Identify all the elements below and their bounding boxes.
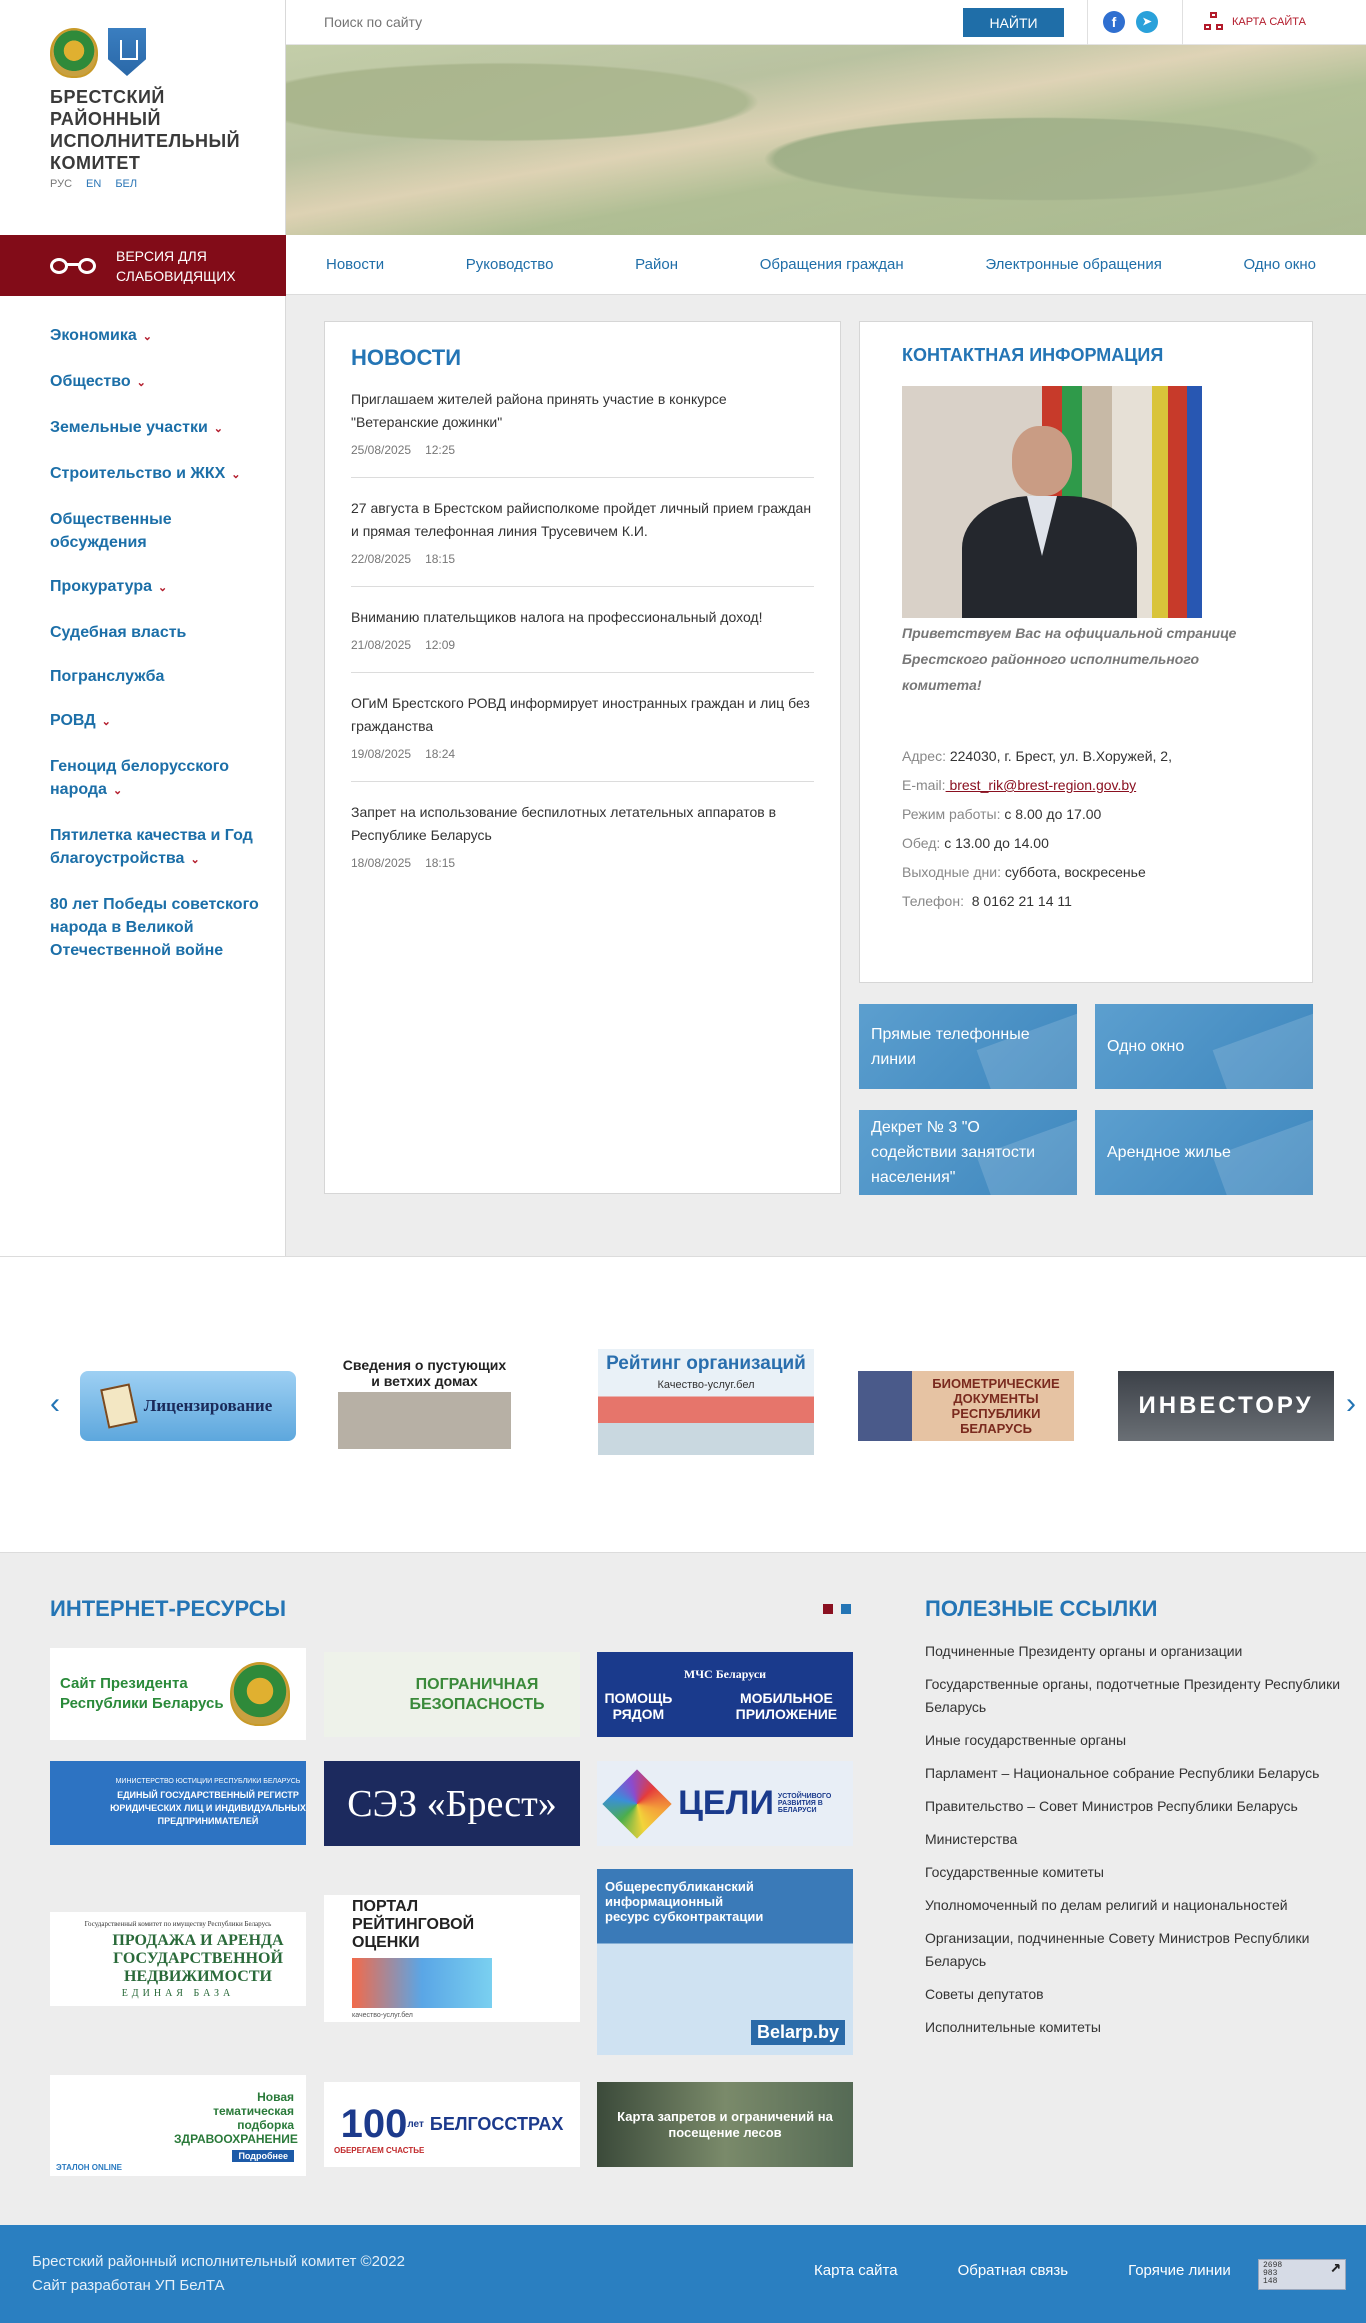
facebook-icon[interactable]: f	[1103, 11, 1125, 33]
carousel-investor[interactable]: ИНВЕСТОРУ	[1118, 1371, 1334, 1441]
footer-developer[interactable]: Сайт разработан УП БелТА	[32, 2277, 225, 2294]
news-item-date: 21/08/2025	[351, 638, 412, 652]
resource-egr-label: ЕДИНЫЙ ГОСУДАРСТВЕННЫЙ РЕГИСТР ЮРИДИЧЕСКИХ ЛИЦ И ИНДИВИДУАЛЬНЫХ ПРЕДПРИНИМАТЕЛЕЙ	[110, 1790, 306, 1826]
news-item	[351, 801, 814, 890]
counter-value-1: 2698	[1263, 2261, 1283, 2270]
visit-counter[interactable]	[1258, 2259, 1346, 2290]
resource-property-top: Государственный комитет по имуществу Республики Беларусь	[84, 1919, 272, 1928]
footer-link-sitemap[interactable]: Карта сайта	[814, 2262, 898, 2279]
contact-details	[902, 742, 1270, 916]
useful-link[interactable]: Иные государственные органы	[925, 1732, 1127, 1748]
nav-citizen-appeals[interactable]: Обращения граждан	[759, 256, 904, 273]
nav-one-window[interactable]: Одно окно	[1243, 256, 1316, 273]
useful-link[interactable]: Министерства	[925, 1831, 1018, 1847]
news-item-title[interactable]: Приглашаем жителей района принять участие в конкурсе "Ветеранские дожинки"	[351, 391, 727, 430]
news-item	[351, 606, 814, 673]
resource-sdg-label: ЦЕЛИ	[678, 1784, 774, 1822]
contacts-title: КОНТАКТНАЯ ИНФОРМАЦИЯ	[902, 345, 1164, 365]
top-bar	[286, 0, 1366, 45]
days-off-label: Выходные дни:	[902, 864, 1001, 880]
lang-by[interactable]: БЕЛ	[115, 178, 138, 190]
news-item	[351, 388, 814, 478]
chevron-down-icon: ⌄	[190, 854, 200, 866]
side-menu-item-label: Общественные обсуждения	[50, 511, 172, 551]
news-item-date: 19/08/2025	[351, 747, 412, 761]
hours-value: с 8.00 до 17.00	[1004, 806, 1102, 822]
email-label: E-mail:	[902, 777, 946, 793]
district-coat-of-arms-icon	[108, 28, 146, 76]
org-name[interactable]: БРЕСТСКИЙ РАЙОННЫЙ ИСПОЛНИТЕЛЬНЫЙ КОМИТЕТ	[50, 87, 241, 173]
hours-label: Режим работы:	[902, 806, 1001, 822]
resource-property[interactable]	[50, 1912, 306, 2006]
resource-belgosstrakh-100: 100	[340, 2102, 408, 2146]
pager-dot-2[interactable]	[841, 1604, 851, 1614]
footer-link-feedback[interactable]: Обратная связь	[957, 2262, 1069, 2279]
sitemap-link[interactable]	[1204, 12, 1306, 32]
side-menu-item[interactable]	[50, 621, 260, 644]
side-menu-item[interactable]	[50, 665, 260, 688]
phone-value: 8 0162 21 14 11	[971, 893, 1072, 909]
chevron-down-icon: ⌄	[231, 469, 241, 481]
resource-president-label: Сайт Президента Республики Беларусь	[60, 1675, 224, 1712]
carousel-biometric[interactable]: БИОМЕТРИЧЕСКИЕ ДОКУМЕНТЫ РЕСПУБЛИКИ БЕЛАРУСЬ	[858, 1371, 1074, 1441]
news-item	[351, 497, 814, 587]
side-menu-item[interactable]	[50, 709, 260, 734]
find-button[interactable]: НАЙТИ	[963, 8, 1064, 37]
resource-mchs[interactable]	[597, 1652, 853, 1737]
side-menu-item[interactable]	[50, 755, 260, 803]
resource-belgosstrakh-label: БЕЛГОССТРАХ	[429, 2114, 564, 2134]
news-item-title[interactable]: Вниманию плательщиков налога на профессиональный доход!	[351, 609, 763, 625]
news-item-date: 25/08/2025	[351, 443, 412, 457]
chevron-down-icon: ⌄	[213, 423, 223, 435]
footer-copyright-text: Брестский районный исполнительный комитет ©2022	[32, 2253, 405, 2270]
sidebar	[0, 0, 286, 1256]
footer-link-hotlines[interactable]: Горячие линии	[1128, 2262, 1231, 2279]
lang-ru[interactable]: РУС	[50, 178, 73, 190]
carousel-prev-icon[interactable]: ‹	[50, 1387, 60, 1420]
address-label: Адрес:	[902, 748, 946, 764]
chairman-photo	[902, 386, 1202, 618]
carousel-rating-sub: Качество-услуг.бел	[657, 1379, 755, 1391]
footer-copyright	[32, 2250, 405, 2298]
news-item-title[interactable]: Запрет на использование беспилотных летательных аппаратов в Республике Беларусь	[351, 804, 777, 843]
email-link[interactable]: brest_rik@brest-region.gov.by	[945, 777, 1137, 793]
days-off-value: суббота, воскресенье	[1004, 864, 1146, 880]
tile-decree-3[interactable]: Декрет № 3 "О содействии занятости населения"	[859, 1110, 1077, 1195]
resource-president[interactable]	[50, 1648, 306, 1740]
pager-dot-1[interactable]	[823, 1604, 833, 1614]
side-menu-item-label: РОВД	[50, 712, 96, 729]
resource-belarp-sub: Belarp.by	[751, 2020, 845, 2045]
resource-rating-portal[interactable]	[324, 1895, 580, 2022]
side-menu-item[interactable]	[50, 462, 260, 487]
useful-link[interactable]: Советы депутатов	[925, 1986, 1044, 2002]
side-menu-item-label: Общество	[50, 373, 131, 390]
resource-rating-portal-label: ПОРТАЛ РЕЙТИНГОВОЙ ОЦЕНКИ	[352, 1898, 475, 1951]
greeting-text: Приветствуем Вас на официальной странице Брестского районного исполнительного комитета!	[902, 625, 1237, 693]
counter-value-2: 983	[1263, 2269, 1278, 2278]
news-item-date: 18/08/2025	[351, 856, 412, 870]
side-menu-item[interactable]	[50, 324, 260, 349]
useful-link[interactable]: Государственные комитеты	[925, 1864, 1104, 1880]
resource-healthcare-more: Подробнее	[232, 2150, 294, 2162]
resource-rating-portal-sub: качество-услуг.бел	[352, 2012, 413, 2019]
side-menu-item[interactable]	[50, 824, 260, 872]
nav-electronic-appeals[interactable]: Электронные обращения	[985, 256, 1162, 273]
search-input[interactable]	[324, 10, 624, 34]
news-item-time: 12:25	[425, 443, 456, 457]
main-nav	[286, 235, 1366, 295]
side-menu-item[interactable]	[50, 893, 260, 962]
resource-egr-top: МИНИСТЕРСТВО ЮСТИЦИИ РЕСПУБЛИКИ БЕЛАРУСЬ	[115, 1778, 301, 1785]
resources-title: ИНТЕРНЕТ-РЕСУРСЫ	[50, 1596, 286, 1621]
side-menu-item-label: Судебная власть	[50, 624, 187, 641]
news-item-time: 18:24	[425, 747, 456, 761]
state-emblem-icon	[50, 28, 98, 78]
contacts-panel	[859, 321, 1313, 983]
resource-belarp-label: Общереспубликанский информационный ресурс субконтрактации	[605, 1879, 764, 1924]
tile-hotlines[interactable]: Прямые телефонные линии	[859, 1004, 1077, 1089]
resource-property-label: ПРОДАЖА И АРЕНДА ГОСУДАРСТВЕННОЙ НЕДВИЖИМОСТИ	[112, 1931, 284, 1985]
side-menu-item[interactable]	[50, 370, 260, 395]
phone-label: Телефон:	[902, 893, 964, 909]
resource-healthcare-label: Новая тематическая подборка ЗДРАВООХРАНЕНИЕ	[174, 2089, 298, 2146]
carousel-empty-houses-label: Сведения о пустующих и ветхих домах	[342, 1357, 507, 1389]
nav-news[interactable]: Новости	[326, 256, 385, 273]
side-menu-item[interactable]	[50, 508, 260, 554]
glasses-icon	[50, 256, 96, 276]
address-value: 224030, г. Брест, ул. В.Хоружей, 2,	[949, 748, 1172, 764]
sitemap-label: КАРТА САЙТА	[1232, 16, 1306, 28]
footer-links	[814, 2262, 1231, 2279]
low-vision-label: ВЕРСИЯ ДЛЯ СЛАБОВИДЯЩИХ	[116, 247, 236, 284]
news-item-title[interactable]: 27 августа в Брестском райисполкоме пройдет личный прием граждан и прямая телефонная линия Трусевичем К.И.	[351, 500, 812, 539]
side-menu-item-label: Геноцид белорусского народа	[50, 758, 230, 798]
side-menu-item-label: Строительство и ЖКХ	[50, 465, 226, 482]
resource-egr[interactable]	[50, 1761, 306, 1845]
useful-link[interactable]: Правительство – Совет Министров Республики Беларусь	[925, 1798, 1298, 1814]
language-switcher	[50, 178, 137, 190]
resource-healthcare[interactable]	[50, 2075, 306, 2176]
news-item-time: 18:15	[425, 856, 456, 870]
news-item-date: 22/08/2025	[351, 552, 412, 566]
side-menu-item[interactable]	[50, 575, 260, 600]
news-item-meta	[351, 638, 814, 652]
resource-property-sub: ЕДИНАЯ БАЗА	[121, 1987, 235, 1999]
useful-link[interactable]: Уполномоченный по делам религий и национальностей	[925, 1897, 1288, 1913]
resource-mchs-app: МОБИЛЬНОЕ ПРИЛОЖЕНИЕ	[735, 1690, 838, 1722]
nav-district[interactable]: Район	[635, 256, 678, 273]
side-menu-item-label: Земельные участки	[50, 419, 208, 436]
resource-sez-brest[interactable]: СЭЗ «Брест»	[324, 1761, 580, 1846]
chevron-down-icon: ⌄	[112, 785, 123, 797]
news-item-meta	[351, 856, 814, 870]
side-menu	[50, 324, 260, 983]
counter-arrow-icon: ↗	[1330, 2258, 1341, 2278]
header-banner-image	[286, 45, 1366, 235]
divider	[1087, 0, 1088, 45]
resource-belarp[interactable]	[597, 1869, 853, 2055]
resource-mchs-help: ПОМОЩЬ РЯДОМ	[604, 1690, 673, 1722]
useful-link[interactable]: Исполнительные комитеты	[925, 2019, 1101, 2035]
resource-border-security[interactable]: ПОГРАНИЧНАЯ БЕЗОПАСНОСТЬ	[324, 1652, 580, 1737]
chevron-down-icon: ⌄	[101, 716, 111, 728]
resource-sdg-sub: УСТОЙЧИВОГО РАЗВИТИЯ В БЕЛАРУСИ	[777, 1793, 832, 1814]
carousel-licensing-label: Лицензирование	[143, 1396, 273, 1415]
carousel-next-icon[interactable]: ›	[1346, 1387, 1356, 1420]
counter-value-3: 148	[1263, 2277, 1278, 2286]
nav-leadership[interactable]: Руководство	[465, 256, 554, 273]
news-item-time: 18:15	[425, 552, 456, 566]
tile-rental-housing[interactable]: Арендное жилье	[1095, 1110, 1313, 1195]
low-vision-button[interactable]	[0, 235, 286, 296]
resource-healthcare-brand: ЭТАЛОН ONLINE	[56, 2163, 123, 2172]
news-item-time: 12:09	[425, 638, 456, 652]
side-menu-item-label: 80 лет Победы советского народа в Великой Отечественной войне	[50, 896, 259, 959]
side-menu-item[interactable]	[50, 416, 260, 441]
carousel-licensing[interactable]	[80, 1371, 296, 1441]
side-menu-item-label: Пятилетка качества и Год благоустройства	[50, 827, 253, 867]
useful-links-title: ПОЛЕЗНЫЕ ССЫЛКИ	[925, 1596, 1158, 1621]
useful-links-list	[925, 1640, 1355, 2049]
useful-link[interactable]: Организации, подчиненные Совету Министров Республики Беларусь	[925, 1930, 1310, 1969]
tile-one-window[interactable]: Одно окно	[1095, 1004, 1313, 1089]
news-item	[351, 692, 814, 782]
chevron-down-icon: ⌄	[142, 331, 152, 343]
resource-sdg[interactable]	[597, 1761, 853, 1846]
carousel-empty-houses[interactable]	[338, 1357, 511, 1449]
divider	[1182, 0, 1183, 45]
footer	[0, 2225, 1366, 2323]
resource-forest-map[interactable]: Карта запретов и ограничений на посещение лесов	[597, 2082, 853, 2167]
telegram-icon[interactable]: ➤	[1136, 11, 1158, 33]
carousel-rating-title: Рейтинг организаций	[606, 1353, 806, 1374]
news-item-meta	[351, 747, 814, 761]
useful-link[interactable]: Парламент – Национальное собрание Республики Беларусь	[925, 1765, 1320, 1781]
lang-en[interactable]: EN	[86, 178, 102, 190]
chevron-down-icon: ⌄	[158, 582, 168, 594]
news-title[interactable]: НОВОСТИ	[351, 345, 462, 370]
chevron-down-icon: ⌄	[136, 377, 146, 389]
lunch-value: с 13.00 до 14.00	[944, 835, 1049, 851]
sdg-logo-icon	[602, 1769, 671, 1838]
rating-illustration	[352, 1958, 492, 2008]
document-icon	[100, 1383, 138, 1428]
side-menu-item-label: Прокуратура	[50, 578, 153, 595]
useful-link[interactable]: Государственные органы, подотчетные Президенту Республики Беларусь	[925, 1676, 1341, 1715]
resources-pager	[823, 1604, 851, 1614]
resource-belgosstrakh[interactable]	[324, 2082, 580, 2167]
news-item-title[interactable]: ОГиМ Брестского РОВД информирует иностранных граждан и лиц без гражданства	[351, 695, 810, 734]
resource-belgosstrakh-years: лет	[407, 2119, 424, 2130]
news-item-meta	[351, 443, 814, 457]
side-menu-item-label: Экономика	[50, 327, 137, 344]
lunch-label: Обед:	[902, 835, 941, 851]
useful-link[interactable]: Подчиненные Президенту органы и организации	[925, 1643, 1243, 1659]
resource-mchs-top: МЧС Беларуси	[683, 1667, 767, 1681]
carousel-rating[interactable]	[598, 1349, 814, 1455]
resource-belgosstrakh-slogan: ОБЕРЕГАЕМ СЧАСТЬЕ	[334, 2146, 425, 2155]
news-item-meta	[351, 552, 814, 566]
sitemap-icon	[1204, 12, 1224, 32]
logos[interactable]	[50, 28, 146, 78]
side-menu-item-label: Погранслужба	[50, 668, 165, 685]
banner-carousel	[0, 1256, 1366, 1553]
state-emblem-icon	[230, 1662, 290, 1726]
news-panel	[324, 321, 841, 1194]
